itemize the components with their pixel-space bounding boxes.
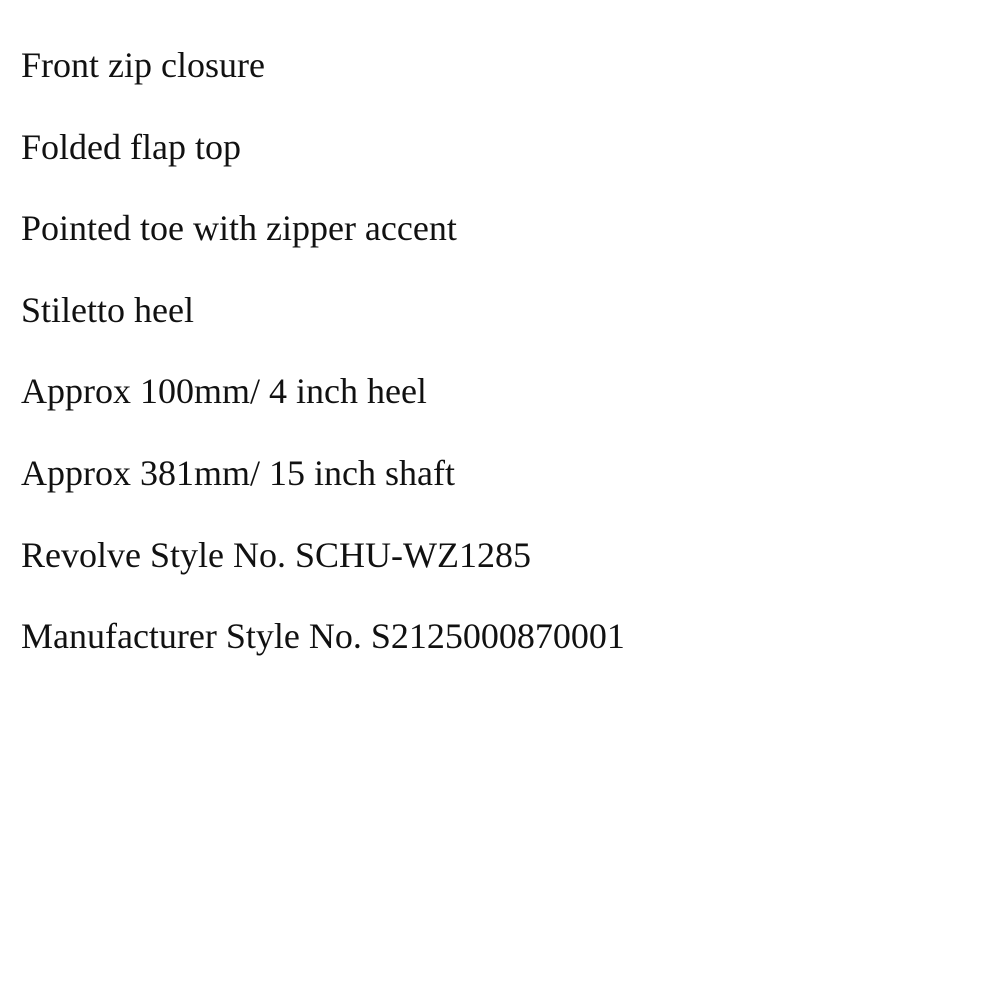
product-details-list xyxy=(21,42,625,695)
detail-revolve-style-no: Revolve Style No. SCHU-WZ1285 xyxy=(21,534,531,575)
detail-toe: Pointed toe with zipper accent xyxy=(21,208,457,249)
detail-top: Folded flap top xyxy=(21,126,241,167)
detail-heel-height: Approx 100mm/ 4 inch heel xyxy=(21,371,427,412)
detail-heel-type: Stiletto heel xyxy=(21,289,194,330)
detail-manufacturer-style-no: Manufacturer Style No. S2125000870001 xyxy=(21,616,625,657)
detail-shaft-height: Approx 381mm/ 15 inch shaft xyxy=(21,452,455,493)
detail-closure: Front zip closure xyxy=(21,45,265,85)
